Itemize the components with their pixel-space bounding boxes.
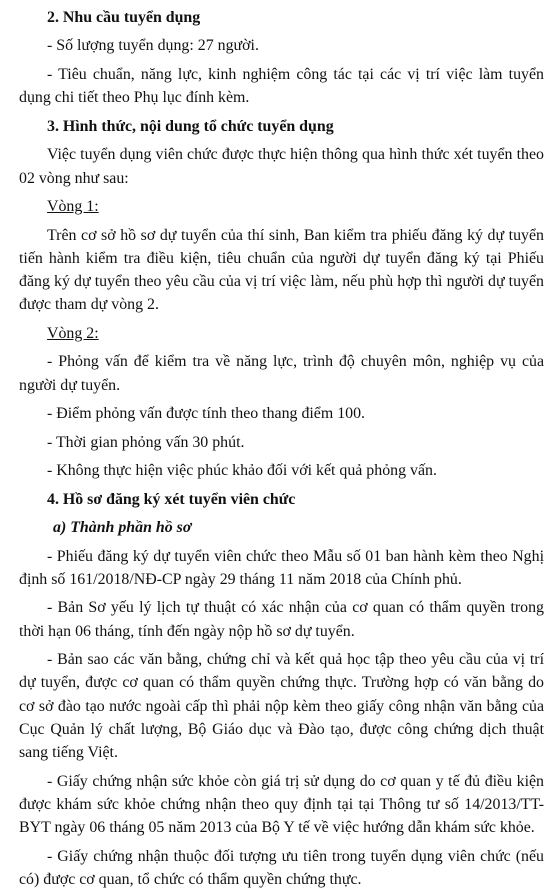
round-2-item: - Phỏng vấn để kiểm tra về năng lực, trình độ chuyên môn, nghiệp vụ của người dự tuyển. bbox=[19, 353, 544, 394]
round-2-label: Vòng 2: bbox=[47, 324, 99, 342]
section-4-subheading: a) Thành phần hồ sơ bbox=[53, 519, 192, 537]
round-2-item: - Thời gian phỏng vấn 30 phút. bbox=[47, 433, 245, 451]
dossier-item: - Giấy chứng nhận thuộc đối tượng ưu tiên trong tuyển dụng viên chức (nếu có) được cơ quan, tổ chức có thẩm quyền chứng thực. bbox=[19, 847, 544, 889]
recruitment-quantity: - Số lượng tuyển dụng: 27 người. bbox=[47, 37, 259, 55]
round-2-item: - Không thực hiện việc phúc khảo đối với kết quả phỏng vấn. bbox=[47, 462, 437, 480]
section-2-heading: 2. Nhu cầu tuyển dụng bbox=[47, 9, 201, 26]
section-3-intro: Việc tuyển dụng viên chức được thực hiện thông qua hình thức xét tuyển theo 02 vòng như sau: bbox=[19, 146, 544, 187]
section-4-heading: 4. Hồ sơ đăng ký xét tuyển viên chức bbox=[47, 490, 296, 508]
round-1-label: Vòng 1: bbox=[47, 198, 99, 216]
dossier-item: - Bản sao các văn bằng, chứng chỉ và kết quả học tập theo yêu cầu của vị trí dự tuyển, được cơ quan có thẩm quyền chứng thực. Trường hợp có văn bằng do cơ sở đào tạo nước ngoài cấp thì phải nộp kèm theo giấy công nhận văn bằng của Cục Quản lý chất lượng, Bộ Giáo dục và Đào tạo, được công chứng dịch thuật sang tiếng Việt. bbox=[19, 651, 544, 762]
section-3-heading: 3. Hình thức, nội dung tổ chức tuyển dụng bbox=[47, 117, 334, 135]
dossier-item: - Giấy chứng nhận sức khỏe còn giá trị sử dụng do cơ quan y tế đủ điều kiện được khám sức khỏe chứng nhận theo quy định tại tại Thông tư số 14/2013/TT-BYT ngày 06 tháng 05 năm 2013 của Bộ Y tế về việc hướng dẫn khám sức khỏe. bbox=[19, 772, 544, 837]
round-2-item: - Điểm phỏng vấn được tính theo thang điểm 100. bbox=[47, 405, 365, 423]
recruitment-criteria: - Tiêu chuẩn, năng lực, kinh nghiệm công tác tại các vị trí việc làm tuyển dụng chi tiết theo Phụ lục đính kèm. bbox=[19, 65, 544, 107]
round-1-text: Trên cơ sở hồ sơ dự tuyển của thí sinh, Ban kiểm tra phiếu đăng ký dự tuyển tiến hành kiểm tra điều kiện, tiêu chuẩn của người dự tuyển đăng ký tại Phiếu đăng ký dự tuyển theo yêu cầu của vị trí việc làm, nếu phù hợp thì người dự tuyển được tham dự vòng 2. bbox=[19, 226, 544, 314]
dossier-item: - Phiếu đăng ký dự tuyển viên chức theo Mẫu số 01 ban hành kèm theo Nghị định số 161/2018/NĐ-CP ngày 29 tháng 11 năm 2018 của Chính phủ. bbox=[19, 547, 544, 588]
dossier-item: - Bản Sơ yếu lý lịch tự thuật có xác nhận của cơ quan có thẩm quyền trong thời hạn 06 tháng, tính đến ngày nộp hồ sơ dự tuyển. bbox=[19, 599, 544, 640]
